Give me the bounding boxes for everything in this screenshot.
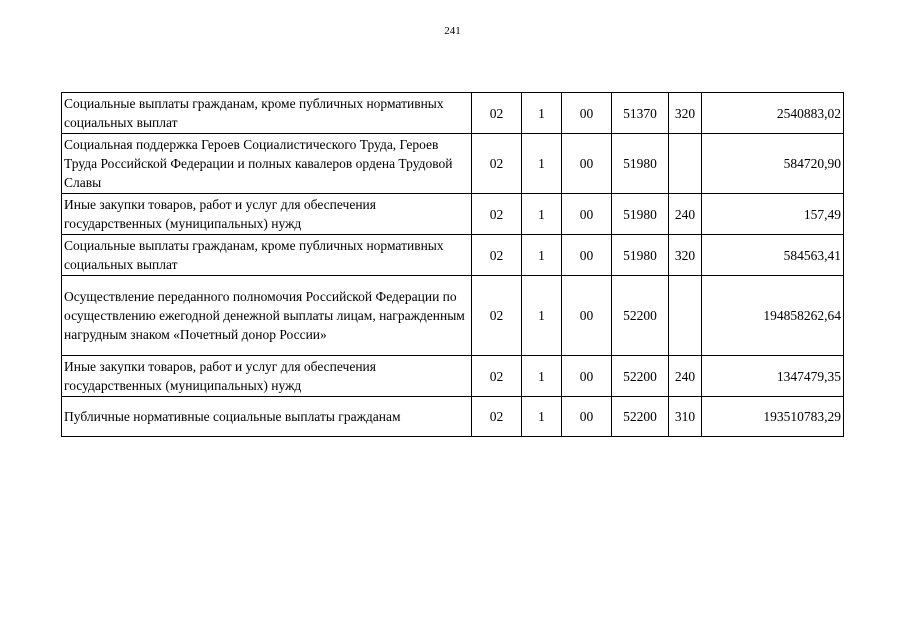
expense-name: Социальная поддержка Героев Социалистического Труда, Героев Труда Российской Федерации и полных кавалеров ордена Трудовой Славы [62,134,472,194]
section-code: 02 [472,356,522,397]
expense-type-code [669,134,702,194]
expense-name: Социальные выплаты гражданам, кроме публичных нормативных социальных выплат [62,235,472,276]
expense-type-code: 240 [669,194,702,235]
section-code: 02 [472,235,522,276]
subprogram-code: 00 [562,397,612,437]
expense-name: Осуществление переданного полномочия Российской Федерации по осуществлению ежегодной денежной выплаты лицам, награжденным нагрудным знаком «Почетный донор России» [62,276,472,356]
expense-name: Иные закупки товаров, работ и услуг для обеспечения государственных (муниципальных) нужд [62,356,472,397]
amount: 1347479,35 [702,356,844,397]
expense-type-code: 240 [669,356,702,397]
amount: 157,49 [702,194,844,235]
direction-code: 51370 [612,93,669,134]
amount: 584720,90 [702,134,844,194]
direction-code: 52200 [612,397,669,437]
section-code: 02 [472,397,522,437]
section-code: 02 [472,194,522,235]
table-row [62,397,844,437]
direction-code: 52200 [612,356,669,397]
subprogram-code: 00 [562,134,612,194]
expense-name: Иные закупки товаров, работ и услуг для обеспечения государственных (муниципальных) нужд [62,194,472,235]
expense-type-code: 320 [669,235,702,276]
expense-type-code: 320 [669,93,702,134]
direction-code: 51980 [612,194,669,235]
direction-code: 52200 [612,276,669,356]
amount: 2540883,02 [702,93,844,134]
program-code: 1 [522,194,562,235]
table-row [62,93,844,134]
subprogram-code: 00 [562,276,612,356]
direction-code: 51980 [612,134,669,194]
table-row [62,356,844,397]
page-number: 241 [444,25,461,37]
subprogram-code: 00 [562,194,612,235]
program-code: 1 [522,235,562,276]
amount: 193510783,29 [702,397,844,437]
subprogram-code: 00 [562,235,612,276]
direction-code: 51980 [612,235,669,276]
section-code: 02 [472,134,522,194]
table-row [62,134,844,194]
expense-type-code [669,276,702,356]
program-code: 1 [522,276,562,356]
program-code: 1 [522,397,562,437]
section-code: 02 [472,276,522,356]
table-row [62,276,844,356]
program-code: 1 [522,93,562,134]
table-row [62,194,844,235]
section-code: 02 [472,93,522,134]
table-row [62,235,844,276]
expense-name: Публичные нормативные социальные выплаты гражданам [62,397,472,437]
program-code: 1 [522,134,562,194]
subprogram-code: 00 [562,93,612,134]
amount: 584563,41 [702,235,844,276]
expense-type-code: 310 [669,397,702,437]
amount: 194858262,64 [702,276,844,356]
budget-table [61,92,844,437]
subprogram-code: 00 [562,356,612,397]
expense-name: Социальные выплаты гражданам, кроме публичных нормативных социальных выплат [62,93,472,134]
program-code: 1 [522,356,562,397]
